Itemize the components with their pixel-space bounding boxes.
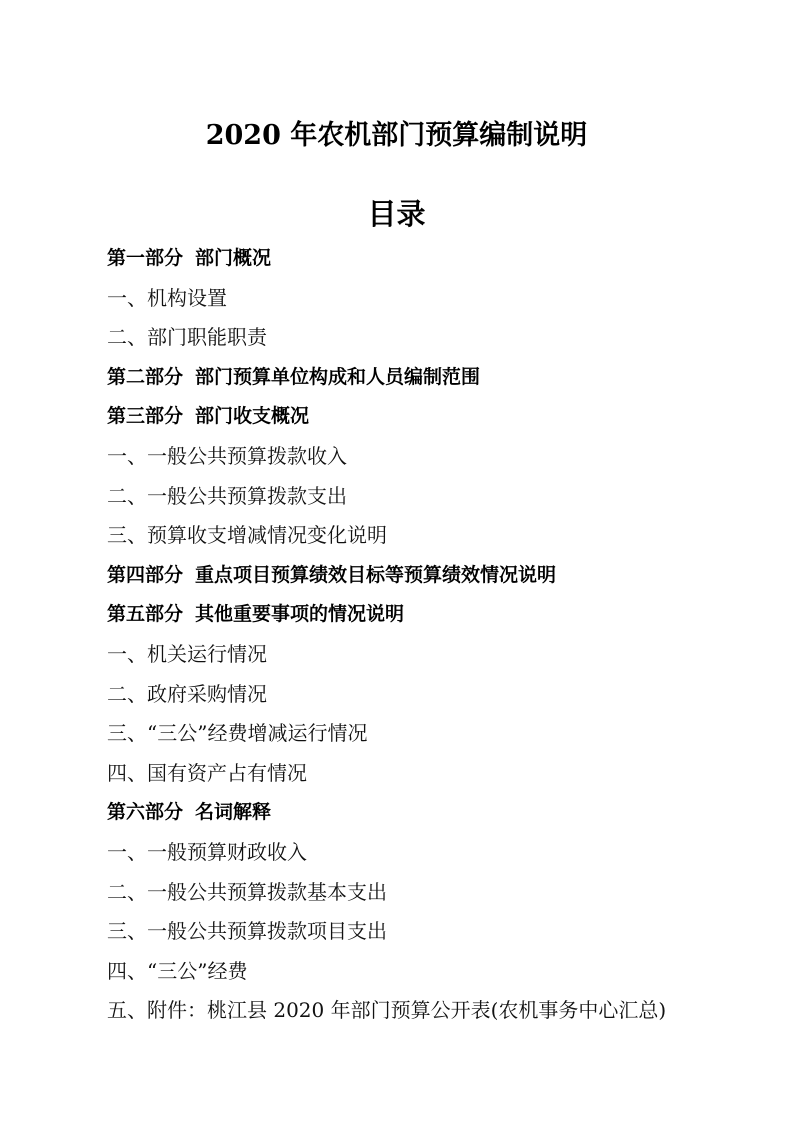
table-of-contents [107, 241, 747, 1033]
toc-subitem: 三、一般公共预算拨款项目支出 [107, 919, 387, 944]
toc-part-title: 部门预算单位构成和人员编制范围 [195, 365, 481, 388]
toc-subitem: 一、一般公共预算拨款收入 [107, 443, 347, 468]
toc-part-heading [107, 241, 747, 281]
toc-part-title: 名词解释 [195, 801, 272, 824]
toc-part-heading [107, 558, 747, 598]
toc-subitem: 二、一般公共预算拨款支出 [107, 483, 347, 508]
toc-part-heading [107, 360, 747, 400]
toc-subitem: 三、“三公”经费增减运行情况 [107, 721, 368, 746]
toc-part-heading [107, 399, 747, 439]
toc-part-title: 部门收支概况 [195, 405, 310, 428]
toc-subitem: 一、一般预算财政收入 [107, 839, 307, 864]
toc-part-label: 第五部分 [107, 603, 184, 626]
toc-part-label: 第四部分 [107, 563, 184, 586]
document-title: 2020 年农机部门预算编制说明 [205, 120, 588, 151]
toc-part-heading [107, 597, 747, 637]
toc-part-label: 第二部分 [107, 365, 184, 388]
toc-subitem: 二、部门职能职责 [107, 325, 267, 350]
toc-part-label: 第六部分 [107, 801, 184, 824]
toc-subitem: 四、“三公”经费 [107, 958, 248, 983]
toc-heading: 目录 [367, 197, 426, 231]
toc-subitem: 五、附件：桃江县 2020 年部门预算公开表(农机事务中心汇总) [107, 998, 667, 1023]
toc-subitem: 一、机关运行情况 [107, 641, 267, 666]
toc-part-label: 第三部分 [107, 405, 184, 428]
toc-part-title: 重点项目预算绩效目标等预算绩效情况说明 [195, 563, 557, 586]
toc-part-title: 其他重要事项的情况说明 [195, 603, 405, 626]
toc-part-label: 第一部分 [107, 247, 184, 269]
toc-subitem: 二、一般公共预算拨款基本支出 [107, 879, 387, 904]
toc-subitem: 一、机构设置 [107, 285, 227, 310]
toc-subitem: 二、政府采购情况 [107, 681, 267, 706]
toc-part-title: 部门概况 [195, 247, 272, 269]
toc-subitem: 四、国有资产占有情况 [107, 760, 307, 785]
toc-subitem: 三、预算收支增减情况变化说明 [107, 523, 387, 548]
toc-part-heading [107, 795, 747, 835]
